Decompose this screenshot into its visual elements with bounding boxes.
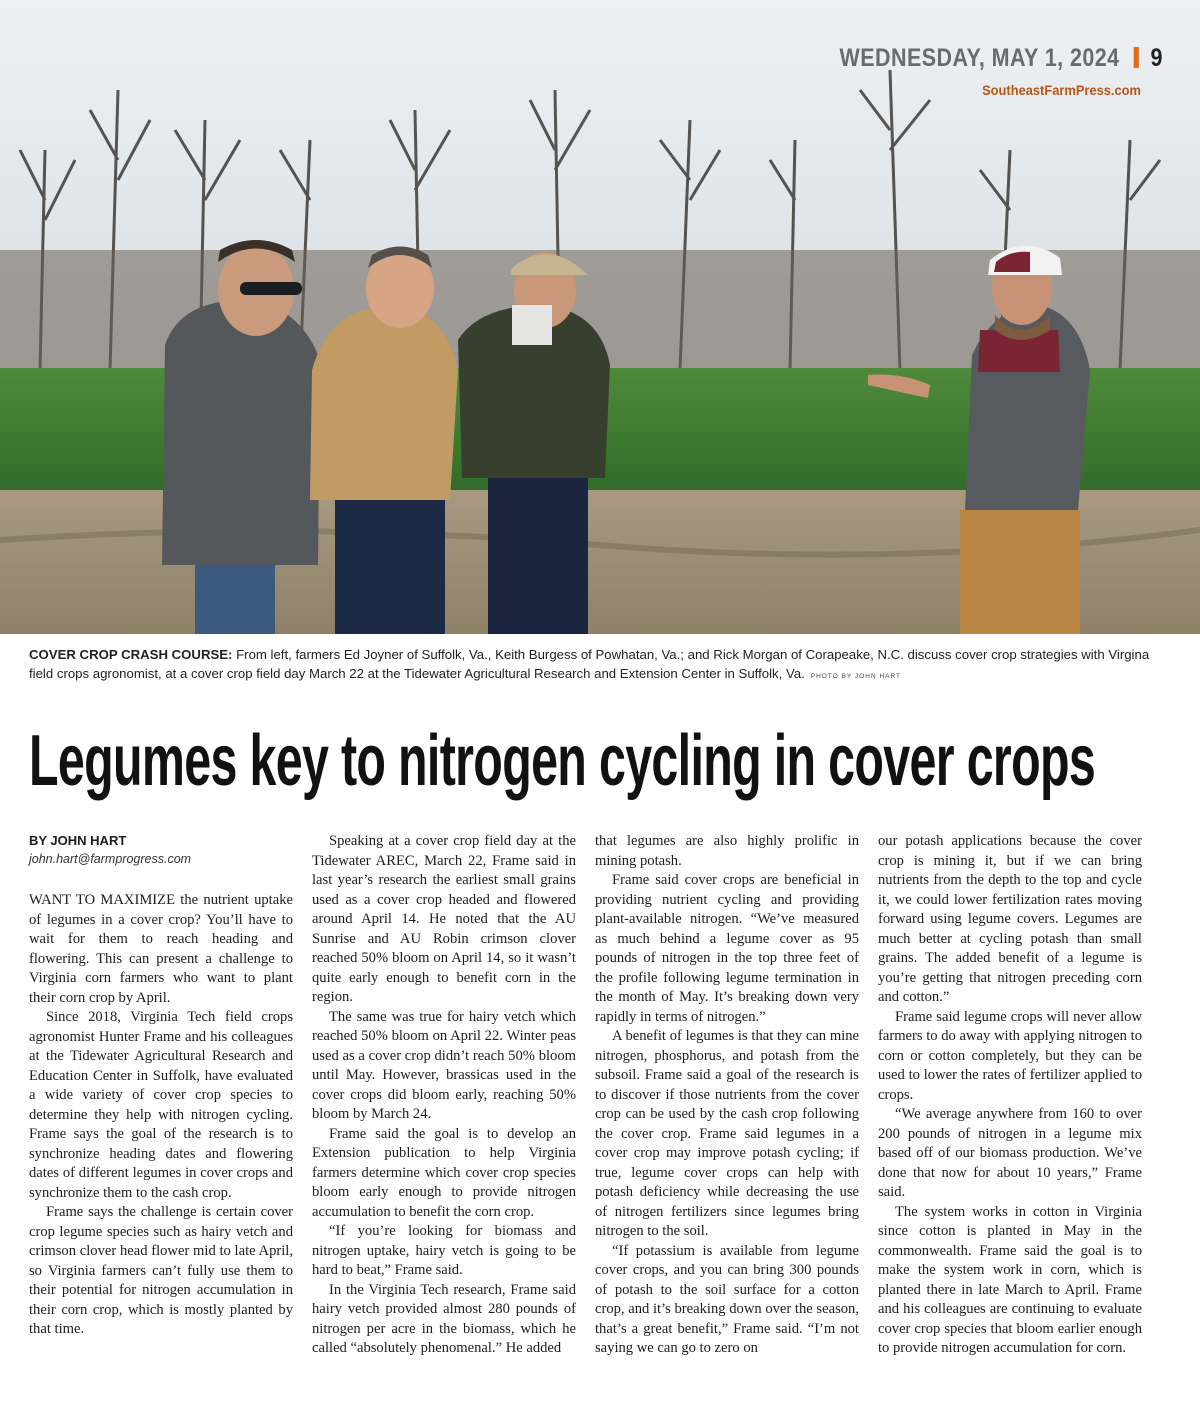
paragraph: WANT TO MAXIMIZE the nutrient uptake of legumes in a cover crop? You’ll have to wait for them to reach heading and flowering. This can present a challenge to Virginia corn farmers who want to plant their corn crop by April.: [29, 892, 293, 1006]
divider-bar: [1133, 47, 1138, 68]
paragraph: our potash applications because the cover crop is mining it, but if we can bring nutrients from the depth to the top and cycle it, we could lower fertilization rates moving forward using legume covers. Legumes are much better at cycling potash than small grains. The added benefit of a legume is you’re getting that nitrogen preceding corn and cotton.”: [878, 833, 1142, 1005]
paragraph: Frame said legume crops will never allow farmers to do away with applying nitrogen to corn or cotton completely, but they can be used to lower the rates of fertilizer applied to crops.: [878, 1008, 1142, 1103]
photo-caption: [29, 645, 1169, 686]
article-column-2: [312, 832, 576, 1359]
site-url[interactable]: SoutheastFarmPress.com: [982, 82, 1141, 98]
article-photo: [0, 0, 1200, 634]
paragraph: Frame said cover crops are beneficial in providing nutrient cycling and providing plant-available nitrogen. “We’ve measured as much behind a legume cover as 95 pounds of nitrogen in the top three feet of the profile following legume termination in the month of May. It’s breaking down very rapidly in terms of nitrogen.”: [595, 872, 859, 1025]
paragraph: A benefit of legumes is that they can mine nitrogen, phosphorus, and potash from the subsoil. Frame said a goal of the research is to discover if those nutrients from the cover crop can be used by the cash crop following the cover crop. Frame said legumes in a cover crop may improve potash cycling; if true, legume cover crops can help with potash deficiency while decreasing the use of nitrogen fertilizers since legumes bring nitrogen to the soil.: [595, 1028, 859, 1239]
paragraph: “If potassium is available from legume cover crops, and you can bring 300 pounds of potash to the soil surface for a cotton crop, and it’s breaking down over the season, that’s a great benefit,” Frame said. “I’m not saying we can go to zero on: [595, 1242, 859, 1356]
article-column-3: [595, 832, 859, 1359]
issue-date: WEDNESDAY, MAY 1, 2024: [839, 44, 1120, 72]
paragraph: “We average anywhere from 160 to over 200 pounds of nitrogen in a legume mix based off of our biomass production. We’ve done that now for about 10 years,” Frame said.: [878, 1106, 1142, 1200]
paragraph: Speaking at a cover crop field day at the Tidewater AREC, March 22, Frame said in last year’s research the earliest small grains used as a cover crop headed and flowered around April 14. He noted that the AU Sunrise and AU Robin crimson clover reached 50% bloom on April 14, so it wasn’t quite early enough to benefit corn in the region.: [312, 833, 576, 1005]
byline-name: BY JOHN HART: [29, 833, 127, 848]
paragraph: that legumes are also highly prolific in mining potash.: [595, 833, 859, 869]
paragraph: The same was true for hairy vetch which reached 50% bloom on April 22. Winter peas used as a cover crop didn’t reach 50% bloom until May. However, brassicas used in the cover crops did bloom early, reaching 50% bloom by March 24.: [312, 1008, 576, 1122]
page-number: 9: [1150, 44, 1163, 72]
paragraph: Frame says the challenge is certain cover crop legume species such as hairy vetch and crimson clover head flower mid to late April, so Virginia farmers can’t fully use them to their potential for nitrogen accumulation in their corn crop, which is mostly planted by that time.: [29, 1204, 293, 1337]
caption-lead: COVER CROP CRASH COURSE:: [29, 647, 233, 662]
photo-credit: PHOTO BY JOHN HART: [810, 673, 902, 680]
paragraph: Since 2018, Virginia Tech field crops agronomist Hunter Frame and his colleagues at the Tidewater Agricultural Research and Education Center in Suffolk, have evaluated a wide variety of cover crop species to determine they help with nitrogen cycling. Frame says the goal of the research is to synchronize heading dates and flowering dates of different legumes in cover crops and synchronize them to the cash crop.: [29, 1009, 293, 1201]
header-date-line: [839, 44, 1163, 73]
byline-email[interactable]: john.hart@farmprogress.com: [29, 852, 192, 866]
paragraph: “If you’re looking for biomass and nitrogen uptake, hairy vetch is going to be hard to beat,” Frame said.: [312, 1223, 576, 1278]
caption-text: From left, farmers Ed Joyner of Suffolk, Va., Keith Burgess of Powhatan, Va.; and Rick Morgan of Corapeake, N.C. discuss cover crop strategies with Virgina field crops agronomist, at a cover crop field day March 22 at the Tidewater Agricultural Research and Extension Center in Suffolk, Va.: [29, 647, 1150, 681]
paragraph: Frame said the goal is to develop an Extension publication to help Virginia farmers determine which cover crop species bloom early enough to provide nitrogen accumulation to benefit the corn crop.: [312, 1125, 576, 1220]
paragraph: The system works in cotton in Virginia since cotton is planted in May in the commonwealth. Frame said the goal is to make the system work in corn, which is planted there in late March to April. Frame and his colleagues are continuing to evaluate cover crop species that bloom earlier enough to provide nitrogen accumulation for corn.: [878, 1203, 1142, 1356]
paragraph: In the Virginia Tech research, Frame said hairy vetch provided almost 280 pounds of nitrogen per acre in the biomass, which he called “absolutely phenomenal.” He added: [312, 1281, 576, 1356]
article-column-1: [29, 832, 293, 1340]
article-column-4: [878, 832, 1142, 1359]
article-headline: Legumes key to nitrogen cycling in cover crops: [29, 721, 1096, 801]
